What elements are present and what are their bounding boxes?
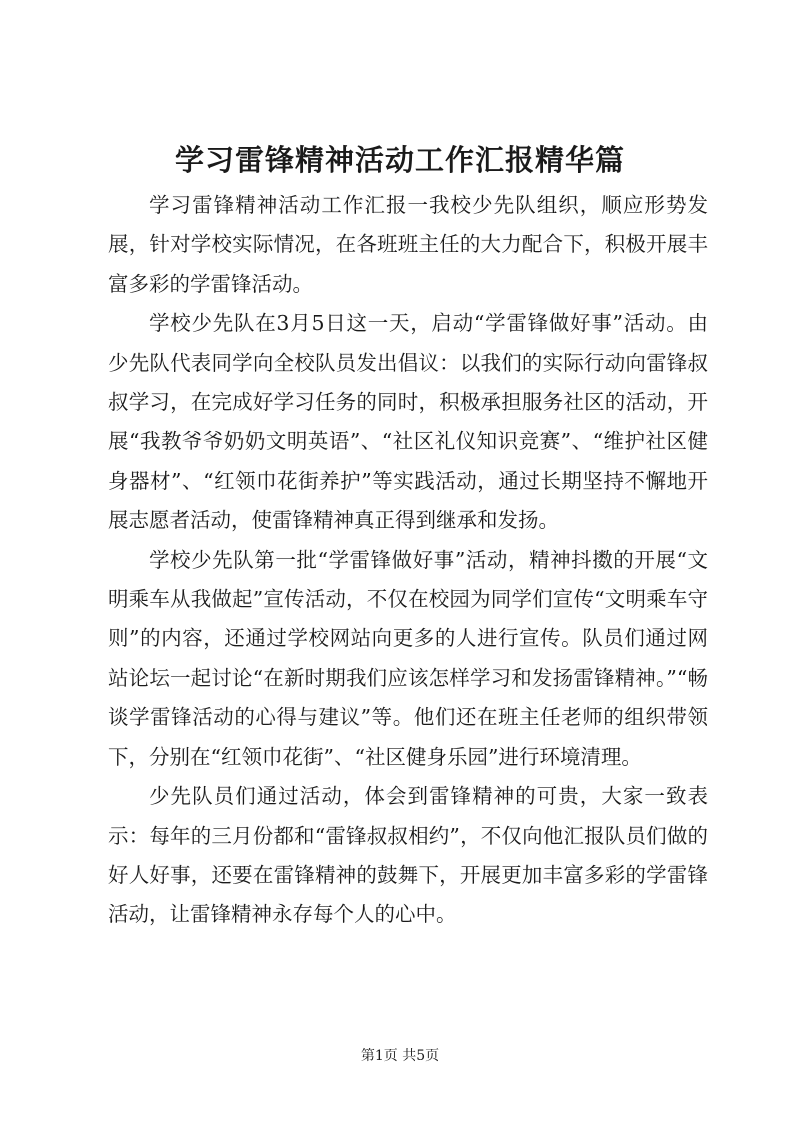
document-body xyxy=(108,186,708,935)
paragraph: 学校少先队在3月5日这一天，启动“学雷锋做好事”活动。由少先队代表同学向全校队员发出倡议：以我们的实际行动向雷锋叔叔学习，在完成好学习任务的同时，积极承担服务社区的活动，开展“我教爷爷奶奶文明英语”、“社区礼仪知识竞赛”、“维护社区健身器材”、“红领巾花街养护”等实践活动，通过长期坚持不懈地开展志愿者活动，使雷锋精神真正得到继承和发扬。 xyxy=(108,311,708,533)
paragraph: 少先队员们通过活动，体会到雷锋精神的可贵，大家一致表示：每年的三月份都和“雷锋叔叔相约”，不仅向他汇报队员们做的好人好事，还要在雷锋精神的鼓舞下，开展更加丰富多彩的学雷锋活动，让雷锋精神永存每个人的心中。 xyxy=(108,784,708,927)
paragraph: 学习雷锋精神活动工作汇报一我校少先队组织，顺应形势发展，针对学校实际情况，在各班班主任的大力配合下，积极开展丰富多彩的学雷锋活动。 xyxy=(108,193,708,296)
document-title: 学习雷锋精神活动工作汇报精华篇 xyxy=(174,143,625,177)
paragraph: 学校少先队第一批“学雷锋做好事”活动，精神抖擞的开展“文明乘车从我做起”宣传活动，不仅在校园为同学们宣传“文明乘车守则”的内容，还通过学校网站向更多的人进行宣传。队员们通过网站论坛一起讨论“在新时期我们应该怎样学习和发扬雷锋精神。”“畅谈学雷锋活动的心得与建议”等。他们还在班主任老师的组织带领下，分别在“红领巾花街”、“社区健身乐园”进行环境清理。 xyxy=(108,547,708,769)
page-number-footer: 第1页 共5页 xyxy=(360,1048,440,1064)
